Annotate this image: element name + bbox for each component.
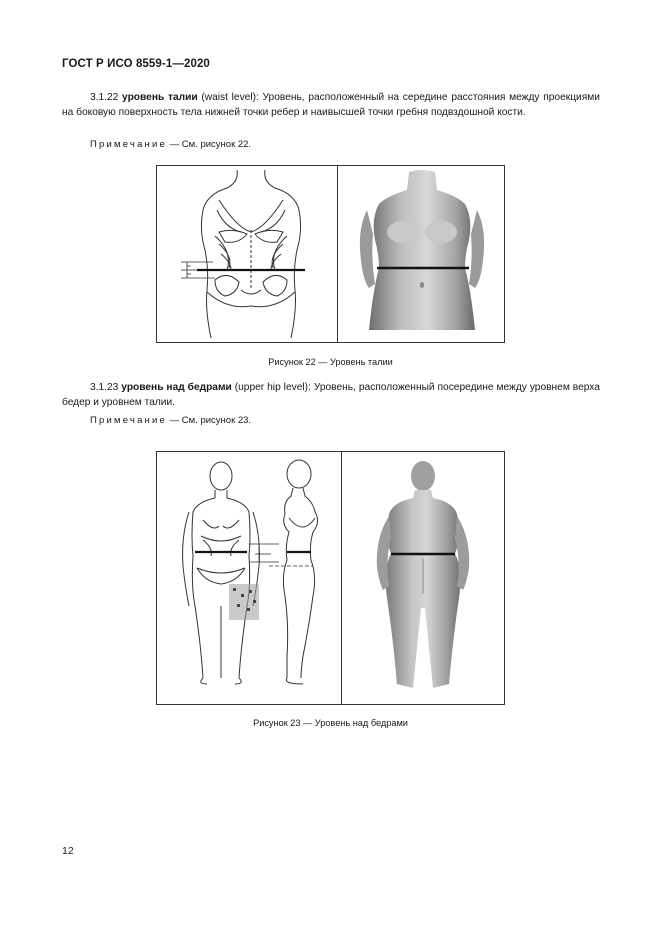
figure-22-frame xyxy=(156,165,505,343)
figure-23-caption: Рисунок 23 — Уровень над бедрами xyxy=(253,718,408,728)
note-label: Примечание xyxy=(90,139,167,150)
figure-divider xyxy=(341,452,342,704)
page-number: 12 xyxy=(62,845,74,857)
definition-text: Уровень, расположенный на середине расстояния между проекциями на боковую поверхность тела нижней точки ребер и наивысшей точки гребня подвздошной кости. xyxy=(62,92,600,118)
document-header: ГОСТ Р ИСО 8559-1—2020 xyxy=(62,58,210,70)
note-label: Примечание xyxy=(90,415,167,426)
body-3d-scan-back-image xyxy=(353,458,493,700)
term-english: (upper hip level): xyxy=(234,382,311,393)
torso-skeleton-drawing xyxy=(167,170,335,340)
note-text: — См. рисунок 22. xyxy=(169,139,252,150)
definition-paragraph-waist-level xyxy=(62,90,600,120)
definition-text: Уровень, расположенный посередине между уровнем верха бедер и уровнем талии. xyxy=(62,382,600,408)
figure-23-frame xyxy=(156,451,505,705)
section-number: 3.1.22 xyxy=(90,92,119,103)
term-english: (waist level): xyxy=(201,92,259,103)
note-text: — См. рисунок 23. xyxy=(169,415,252,426)
term: уровень над бедрами xyxy=(121,382,232,393)
figure-22-caption: Рисунок 22 — Уровень талии xyxy=(268,357,393,367)
torso-3d-scan-image xyxy=(347,170,497,340)
note-line-23 xyxy=(90,415,251,426)
section-number: 3.1.23 xyxy=(90,382,119,393)
body-front-side-drawing xyxy=(163,456,339,702)
term: уровень талии xyxy=(122,92,198,103)
figure-divider xyxy=(337,166,338,342)
definition-paragraph-upper-hip-level xyxy=(62,380,600,410)
note-line-22 xyxy=(90,139,251,150)
